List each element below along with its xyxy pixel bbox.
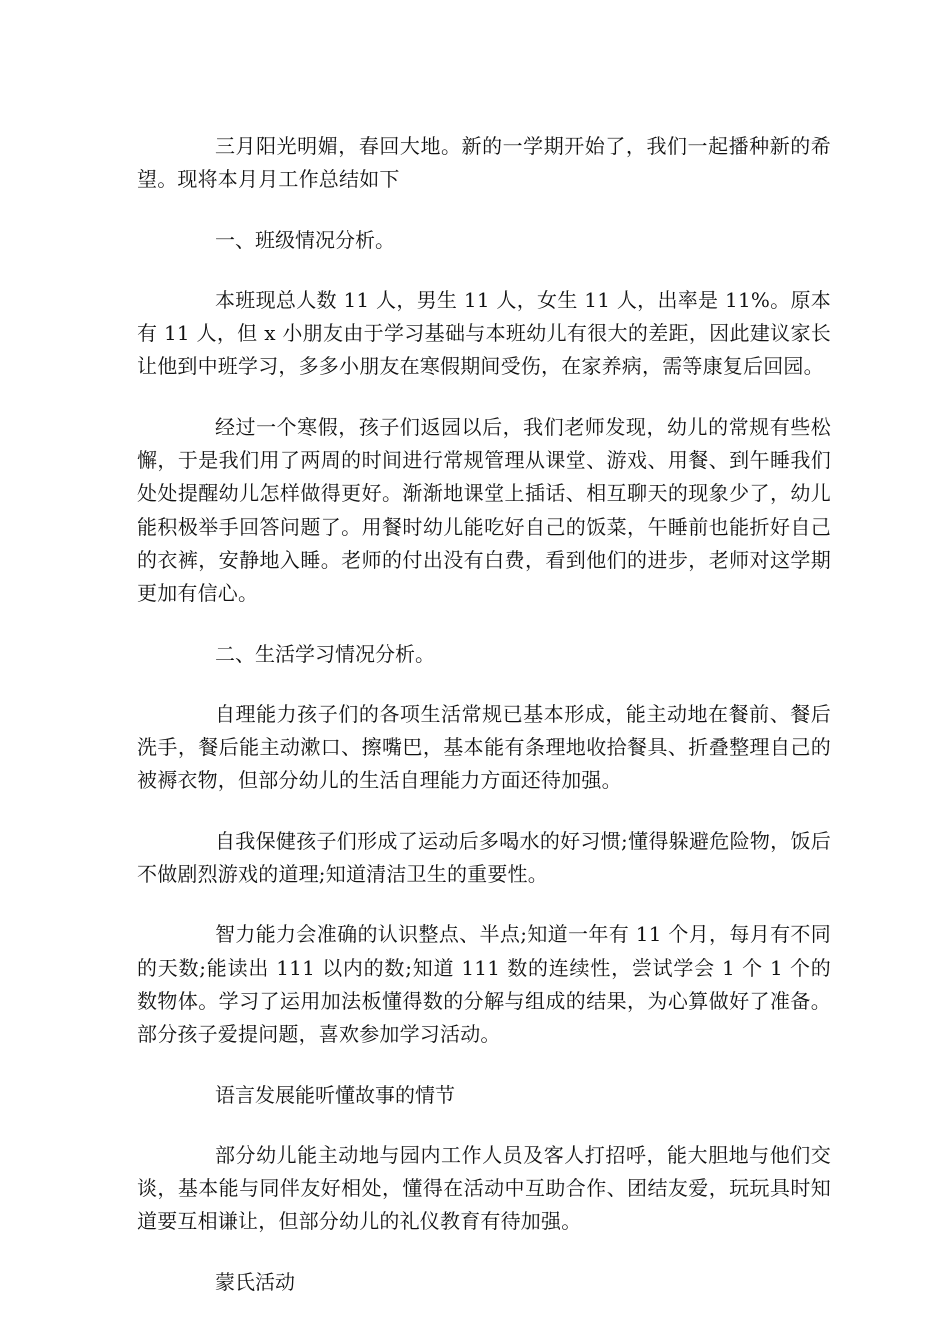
section-heading-montessori: 蒙氏活动 <box>215 1269 295 1294</box>
paragraph-intellect: 智力能力会准确的认识整点、半点;知道一年有 11 个月，每月有不同的天数;能读出 111 以内的数;知道 111 数的连续性，尝试学会 1 个 1 个的数物体。学习了运用加法板懂得数的分解与组成的结果，为心算做好了准备。部分孩子爱提问题，喜欢参加学习活动。 <box>137 922 831 1047</box>
paragraph-self-care: 自理能力孩子们的各项生活常规已基本形成，能主动地在餐前、餐后洗手，餐后能主动漱口、擦嘴巴，基本能有条理地收拾餐具、折叠整理自己的被褥衣物，但部分幼儿的生活自理能力方面还待加强。 <box>137 701 831 793</box>
paragraph-routine: 经过一个寒假，孩子们返园以后，我们老师发现，幼儿的常规有些松懈，于是我们用了两周的时间进行常规管理从课堂、游戏、用餐、到午睡我们处处提醒幼儿怎样做得更好。渐渐地课堂上插话、相互聊天的现象少了，幼儿能积极举手回答问题了。用餐时幼儿能吃好自己的饭菜，午睡前也能折好自己的衣裤，安静地入睡。老师的付出没有白费，看到他们的进步，老师对这学期更加有信心。 <box>137 414 831 606</box>
paragraph-health: 自我保健孩子们形成了运动后多喝水的好习惯;懂得躲避危险物，饭后不做剧烈游戏的道理;知道清洁卫生的重要性。 <box>137 828 831 887</box>
paragraph-class-count: 本班现总人数 11 人，男生 11 人，女生 11 人，出率是 11%。原本有 11 人，但 x 小朋友由于学习基础与本班幼儿有很大的差距，因此建议家长让他到中班学习，多多小朋友在寒假期间受伤，在家养病，需等康复后回园。 <box>137 287 831 379</box>
section-heading-life-study: 二、生活学习情况分析。 <box>215 641 435 666</box>
paragraph-social: 部分幼儿能主动地与园内工作人员及客人打招呼，能大胆地与他们交谈，基本能与同伴友好相处，懂得在活动中互助合作、团结友爱，玩玩具时知道要互相谦让，但部分幼儿的礼仪教育有待加强。 <box>137 1142 831 1234</box>
document-body <box>137 130 831 1326</box>
section-heading-language: 语言发展能听懂故事的情节 <box>215 1082 455 1107</box>
paragraph-intro: 三月阳光明媚，春回大地。新的一学期开始了，我们一起播种新的希望。现将本月月工作总结如下 <box>137 134 831 192</box>
section-heading-class-analysis: 一、班级情况分析。 <box>215 227 395 252</box>
